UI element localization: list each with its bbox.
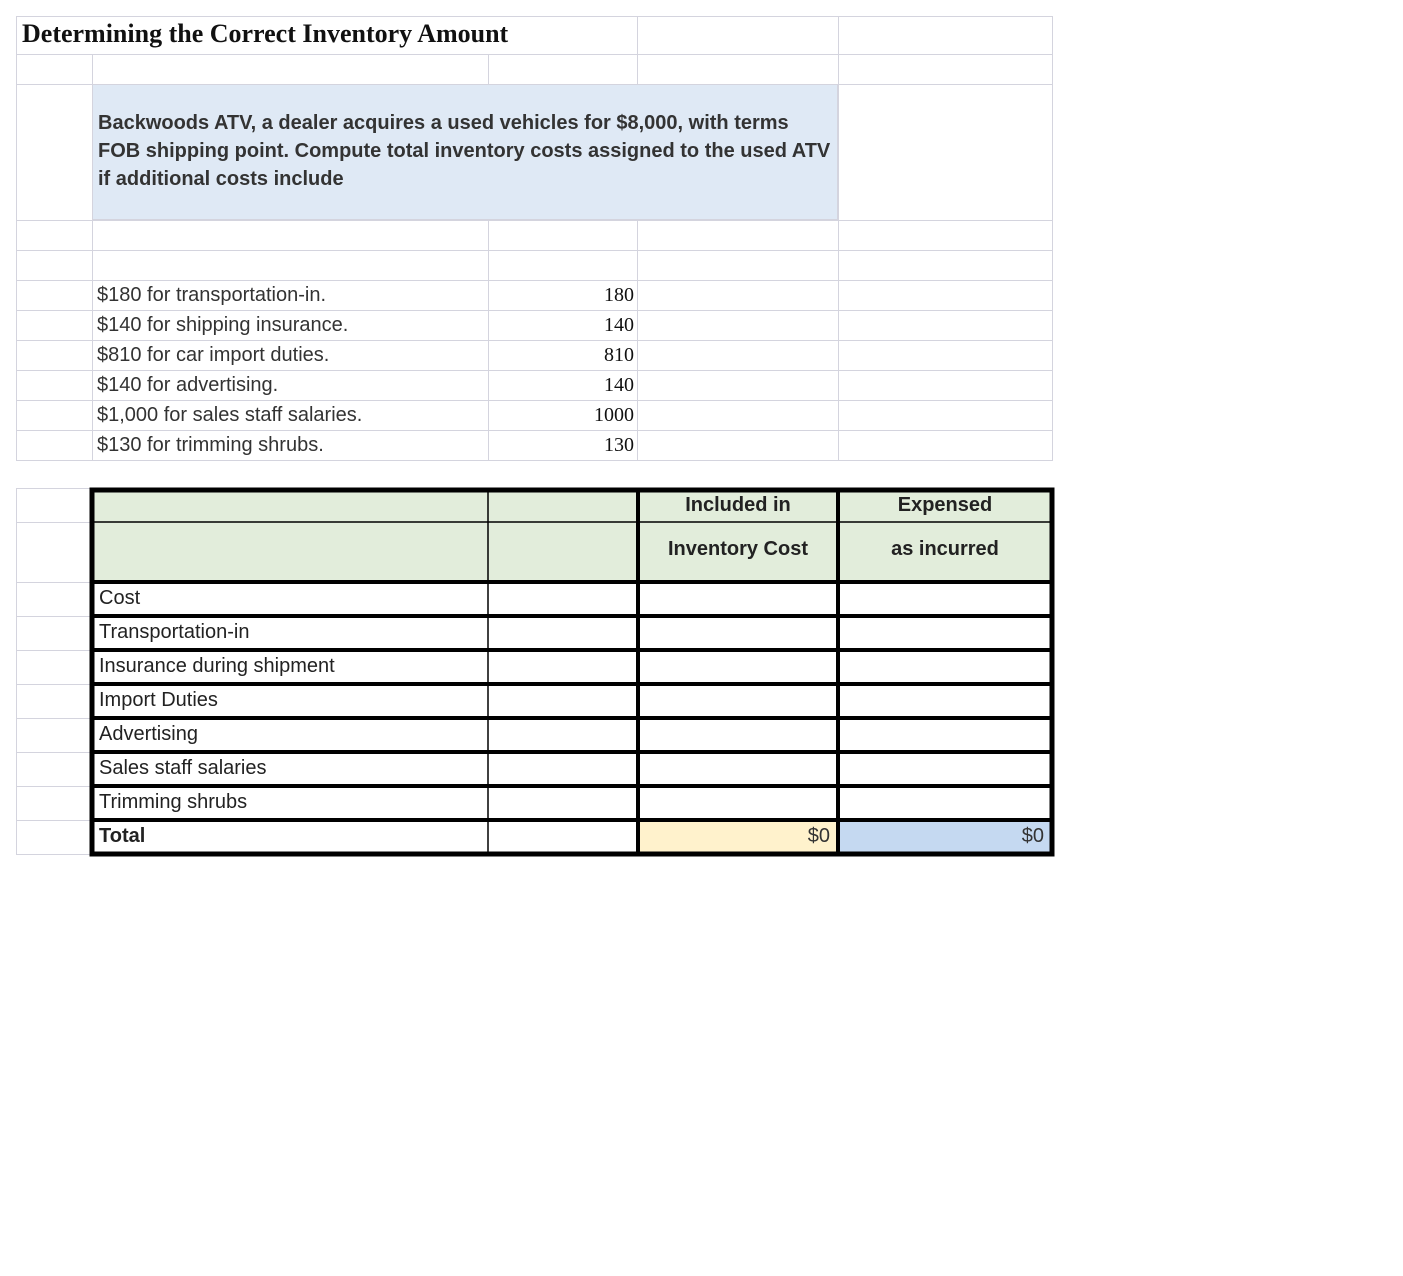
sheet-title: Determining the Correct Inventory Amount: [22, 19, 509, 48]
cost-item-value: 180: [604, 284, 634, 306]
row-label-sales-salaries: Sales staff salaries: [99, 757, 267, 779]
row-label-advertising: Advertising: [99, 723, 198, 745]
cost-item-value: 1000: [594, 404, 634, 426]
answer-cell-included[interactable]: [640, 754, 836, 784]
header-expensed-line1: Expensed: [897, 494, 993, 516]
answer-cell-included[interactable]: [640, 720, 836, 750]
answer-cell-included[interactable]: [640, 618, 836, 648]
cost-item-label: $1,000 for sales staff salaries.: [97, 404, 363, 426]
row-label-total: Total: [99, 825, 146, 847]
problem-statement: Backwoods ATV, a dealer acquires a used vehicles for $8,000, with terms FOB shipping point. Compute total inventory costs assigned to the used ATV if additional costs include: [92, 84, 838, 220]
answer-cell-expensed[interactable]: [840, 618, 1050, 648]
cost-item-value: 810: [604, 344, 634, 366]
answer-cell-included[interactable]: [640, 584, 836, 614]
header-included-line2: Inventory Cost: [667, 538, 809, 560]
row-label-transportation: Transportation-in: [99, 621, 250, 643]
answer-cell-expensed[interactable]: [840, 652, 1050, 682]
answer-cell-included[interactable]: [640, 788, 836, 818]
cost-item-label: $140 for shipping insurance.: [97, 314, 349, 336]
cost-item-label: $130 for trimming shrubs.: [97, 434, 324, 456]
cost-item-label: $140 for advertising.: [97, 374, 279, 396]
total-included-value: $0: [807, 825, 830, 847]
answer-cell-included[interactable]: [640, 686, 836, 716]
cost-item-value: 130: [604, 434, 634, 456]
header-included-line1: Included in: [685, 494, 791, 516]
cost-item-value: 140: [604, 314, 634, 336]
cost-item-label: $810 for car import duties.: [97, 344, 330, 366]
header-expensed-line2: as incurred: [891, 538, 999, 560]
answer-cell-expensed[interactable]: [840, 686, 1050, 716]
total-expensed-value: $0: [1021, 825, 1044, 847]
answer-cell-expensed[interactable]: [840, 788, 1050, 818]
row-label-insurance: Insurance during shipment: [99, 655, 335, 677]
cost-item-label: $180 for transportation-in.: [97, 284, 327, 306]
cost-item-value: 140: [604, 374, 634, 396]
row-label-import-duties: Import Duties: [99, 689, 218, 711]
row-label-trimming: Trimming shrubs: [99, 791, 248, 813]
row-label-cost: Cost: [99, 587, 141, 609]
answer-cell-expensed[interactable]: [840, 720, 1050, 750]
answer-cell-included[interactable]: [640, 652, 836, 682]
answer-cell-expensed[interactable]: [840, 754, 1050, 784]
answer-cell-expensed[interactable]: [840, 584, 1050, 614]
